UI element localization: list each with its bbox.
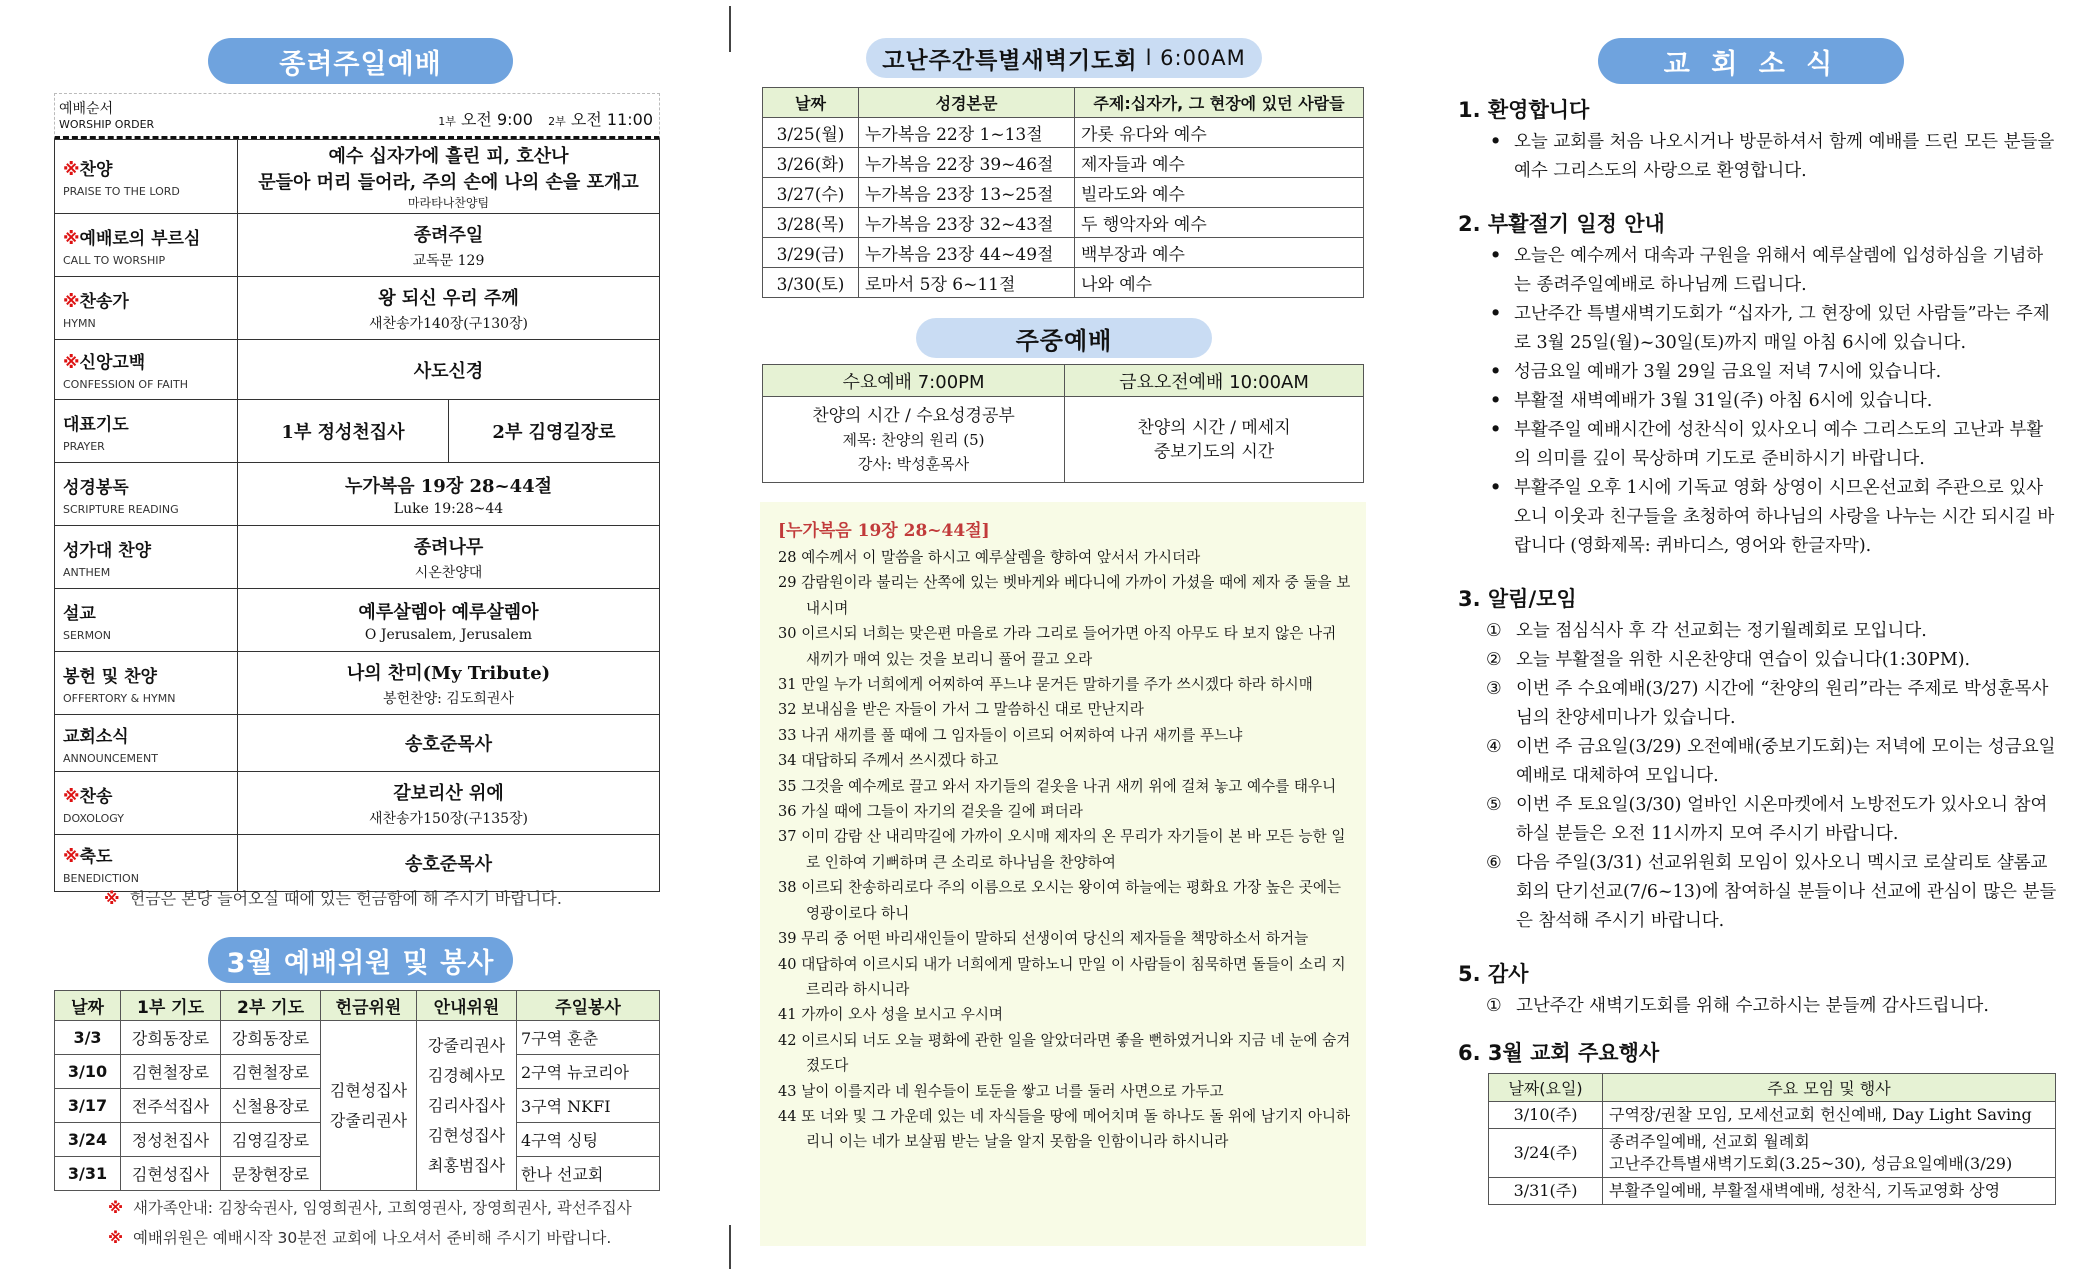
staff-row: 3/24 정성천집사 김영길장로 4구역 싱팅 bbox=[55, 1123, 660, 1157]
worship-row-hymn: ※찬송가 HYMN 왕 되신 우리 주께 새찬송가140장(구130장) bbox=[55, 277, 660, 340]
events-table bbox=[1488, 1073, 2056, 1205]
worship-title: 종려주일예배 bbox=[279, 48, 442, 80]
verse: 28 예수께서 이 말씀을 하시고 예루살렘을 향하여 앞서서 가시더라 bbox=[778, 549, 1201, 566]
midweek-title-badge bbox=[916, 318, 1212, 358]
midweek-title: 주중예배 bbox=[1015, 326, 1113, 355]
dawn-title: 고난주간특별새벽기도회 bbox=[882, 47, 1138, 74]
event-row: 3/24(주) 종려주일예배, 선교회 월례회 고난주간특별새벽기도회(3.25~30), 성금요일예배(3/29) bbox=[1489, 1129, 2056, 1178]
worship-row-scripture: 성경봉독 SCRIPTURE READING 누가복음 19장 28~44절 Luke 19:28~44 bbox=[55, 463, 660, 526]
verse: 41 가까이 오사 성을 보시고 우시며 bbox=[778, 1006, 1004, 1024]
verse: 34 대답하되 주께서 쓰시겠다 하고 bbox=[778, 752, 999, 770]
fold-line-top bbox=[729, 6, 731, 52]
church-news bbox=[1458, 94, 2058, 1205]
dawn-time: l 6:00AM bbox=[1145, 46, 1246, 70]
verse: 30 이르시되 너희는 맞은편 마을로 가라 그리로 들어가면 아직 아무도 타 보지 않은 나귀 새끼가 매여 있는 것을 보리니 풀어 끌고 오라 bbox=[778, 625, 1337, 668]
staff-title-badge bbox=[208, 937, 513, 983]
worship-row-benediction: ※축도 BENEDICTION 송호준목사 bbox=[55, 835, 660, 892]
worship-row-call: ※예배로의 부르심 CALL TO WORSHIP 종려주일 교독문 129 bbox=[55, 214, 660, 277]
dawn-row: 3/26(화) 누가복음 22장 39~46절 제자들과 예수 bbox=[763, 148, 1364, 178]
news-item: • 부활주일 오후 1시에 기독교 영화 상영이 시므온선교회 주관으로 있사오니 이웃과 친구들을 초청하여 하나님의 사랑을 나누는 시간 되시길 바랍니다 (영화제목: 퀴바디스, 영어와 한글자막). bbox=[1490, 478, 2055, 556]
worship-row-anthem: 성가대 찬양 ANTHEM 종려나무 시온찬양대 bbox=[55, 526, 660, 589]
verse: 37 이미 감람 산 내리막길에 가까이 오시매 제자의 온 무리가 자기들이 본 바 모든 능한 일로 인하여 기뻐하며 큰 소리로 하나님을 찬양하여 bbox=[778, 828, 1346, 871]
staff-row: 3/10 김현철장로 김현철장로 2구역 뉴코리아 bbox=[55, 1055, 660, 1089]
verse: 29 감람원이라 불리는 산쪽에 있는 벳바게와 베다니에 가까이 가셨을 때에 제자 중 둘을 보내시며 bbox=[778, 574, 1351, 617]
news-item: • 부활주일 예배시간에 성찬식이 있사오니 예수 그리스도의 고난과 부활의 의미를 깊이 묵상하며 기도로 준비하시기 바랍니다. bbox=[1490, 420, 2044, 469]
news-item: ④ 이번 주 금요일(3/29) 오전예배(중보기도회)는 저녁에 모이는 성금요일 예배로 대체하여 모입니다. bbox=[1486, 737, 2056, 786]
section-title: 6. 3월 교회 주요행사 bbox=[1458, 1041, 1660, 1065]
verse: 33 나귀 새끼를 풀 때에 그 임자들이 이르되 어찌하여 나귀 새끼를 푸느냐 bbox=[778, 726, 1243, 744]
news-item: • 오늘 교회를 처음 나오시거나 방문하셔서 함께 예배를 드린 모든 분들을 예수 그리스도의 사랑으로 환영합니다. bbox=[1490, 132, 2055, 181]
dawn-row: 3/30(토) 로마서 5장 6~11절 나와 예수 bbox=[763, 268, 1364, 298]
staff-row: 3/31 김현성집사 문창현장로 한나 선교회 bbox=[55, 1157, 660, 1191]
fri-service: 찬양의 시간 / 메세지 중보기도의 시간 bbox=[1065, 397, 1364, 483]
usher-staff: 강줄리권사 김경혜사모 김리사집사 김현성집사 최홍범집사 bbox=[417, 1021, 517, 1191]
dawn-title-badge bbox=[866, 38, 1262, 78]
worship-row-creed: ※신앙고백 CONFESSION OF FAITH 사도신경 bbox=[55, 340, 660, 400]
worship-row-doxology: ※찬송 DOXOLOGY 갈보리산 위에 새찬송가150장(구135장) bbox=[55, 772, 660, 835]
dawn-row: 3/25(월) 누가복음 22장 1~13절 가롯 유다와 예수 bbox=[763, 118, 1364, 148]
wed-service: 찬양의 시간 / 수요성경공부 제목: 찬양의 원리 (5) 강사: 박성훈목사 bbox=[763, 397, 1065, 483]
section-title: 5. 감사 bbox=[1458, 962, 1529, 986]
service-times: 1부 오전 9:00 2부 오전 11:00 bbox=[438, 110, 653, 129]
news-item: ③ 이번 주 수요예배(3/27) 시간에 “찬양의 원리”라는 주제로 박성훈목사님의 찬양세미나가 있습니다. bbox=[1486, 679, 2049, 728]
staff-row: 3/17 전주석집사 신철용장로 3구역 NKFI bbox=[55, 1089, 660, 1123]
worship-order-header bbox=[54, 93, 660, 139]
worship-row-prayer: 대표기도 PRAYER 1부 정성천집사 2부 김영길장로 bbox=[55, 400, 660, 463]
midweek-table bbox=[762, 364, 1364, 483]
staff-table bbox=[54, 990, 660, 1191]
news-item: • 성금요일 예배가 3월 29일 금요일 저녁 7시에 있습니다. bbox=[1490, 362, 1942, 382]
verse: 31 만일 누가 너희에게 어찌하여 푸느냐 묻거든 말하기를 주가 쓰시겠다 하라 하시매 bbox=[778, 676, 1313, 694]
scripture-passage bbox=[760, 502, 1366, 1246]
verse: 32 보내심을 받은 자들이 가서 그 말씀하신 대로 만난지라 bbox=[778, 701, 1144, 719]
verse: 40 대답하여 이르시되 내가 너희에게 말하노니 만일 이 사람들이 침묵하면 돌들이 소리 지르리라 하시니라 bbox=[778, 955, 1346, 998]
midweek-content-row bbox=[763, 397, 1364, 483]
midweek-header-row: 수요예배 7:00PM 금요오전예배 10:00AM bbox=[763, 365, 1364, 397]
event-row: 3/31(주) 부활주일예배, 부활절새벽예배, 성찬식, 기독교영화 상영 bbox=[1489, 1178, 2056, 1205]
news-item: ② 오늘 부활절을 위한 시온찬양대 연습이 있습니다(1:30PM). bbox=[1486, 650, 1971, 670]
verse: 36 가실 때에 그들이 자기의 겉옷을 길에 펴더라 bbox=[778, 803, 1083, 821]
staff-title: 3월 예배위원 및 봉사 bbox=[226, 947, 495, 979]
fold-line-bottom bbox=[729, 1225, 731, 1269]
verse: 35 그것을 예수께로 끌고 와서 자기들의 겉옷을 나귀 새끼 위에 걸쳐 놓고 예수를 태우니 bbox=[778, 777, 1337, 795]
worship-row-offertory: 봉헌 및 찬양 OFFERTORY & HYMN 나의 찬미(My Tribute) 봉헌찬양: 김도희권사 bbox=[55, 652, 660, 715]
news-item: ⑥ 다음 주일(3/31) 선교위원회 모임이 있사오니 멕시코 로살리토 샬롬교회의 단기선교(7/6~13)에 참여하실 분들이나 선교에 관심이 많은 분들은 참석해 주시기 바랍니다. bbox=[1486, 853, 2057, 931]
staff-note: ※ 예배위원은 예배시작 30분전 교회에 나오셔서 준비해 주시기 바랍니다. bbox=[108, 1229, 612, 1247]
worship-row-announcement: 교회소식 ANNOUNCEMENT 송호준목사 bbox=[55, 715, 660, 772]
news-title-badge bbox=[1598, 38, 1904, 84]
news-item: ① 오늘 점심식사 후 각 선교회는 정기월례회로 모입니다. bbox=[1486, 621, 1927, 641]
events-header-row: 날짜(요일) 주요 모임 및 행사 bbox=[1489, 1074, 2056, 1102]
dawn-row: 3/28(목) 누가복음 23장 32~43절 두 행악자와 예수 bbox=[763, 208, 1364, 238]
verse: 38 이르되 찬송하리로다 주의 이름으로 오시는 왕이여 하늘에는 평화요 가장 높은 곳에는 영광이로다 하니 bbox=[778, 879, 1342, 922]
dawn-header-row: 날짜 성경본문 주제:십자가, 그 현장에 있던 사람들 bbox=[763, 88, 1364, 118]
worship-row-praise: ※찬양 PRAISE TO THE LORD 예수 십자가에 흘린 피, 호산나 문들아 머리 들어라, 주의 손에 나의 손을 포개고 마라타나찬양팀 bbox=[55, 140, 660, 214]
staff-row: 3/3 강희동장로 강희동장로 김현성집사 강줄리권사 강줄리권사 김경혜사모 김리사집사 김현성집사 최홍범집사 7구역 훈춘 bbox=[55, 1021, 660, 1055]
dawn-row: 3/29(금) 누가복음 23장 44~49절 백부장과 예수 bbox=[763, 238, 1364, 268]
news-item: ⑤ 이번 주 토요일(3/30) 얼바인 시온마켓에서 노방전도가 있사오니 참여하실 분들은 오전 11시까지 모여 주시기 바랍니다. bbox=[1486, 795, 2048, 844]
offering-note: ※ 헌금은 본당 들어오실 때에 있는 헌금함에 해 주시기 바랍니다. bbox=[104, 889, 562, 908]
worship-order bbox=[54, 93, 660, 892]
news-item: • 고난주간 특별새벽기도회가 “십자가, 그 현장에 있던 사람들”라는 주제로 3월 25일(월)~30일(토)까지 매일 아침 6시에 있습니다. bbox=[1490, 304, 2050, 353]
newcomer-note: ※ 새가족안내: 김창숙권사, 임영희권사, 고희영권사, 장영희권사, 곽선주집사 bbox=[108, 1199, 632, 1217]
news-item: • 부활절 새벽예배가 3월 31일(주) 아침 6시에 있습니다. bbox=[1490, 391, 1933, 411]
dawn-row: 3/27(수) 누가복음 23장 13~25절 빌라도와 예수 bbox=[763, 178, 1364, 208]
worship-order-table bbox=[54, 139, 660, 892]
news-item: • 오늘은 예수께서 대속과 구원을 위해서 예루살렘에 입성하심을 기념하는 종려주일예배로 하나님께 드립니다. bbox=[1490, 246, 2044, 295]
news-title: 교 회 소 식 bbox=[1663, 48, 1839, 80]
event-row: 3/10(주) 구역장/권찰 모임, 모세선교회 헌신예배, Day Light Saving bbox=[1489, 1102, 2056, 1129]
worship-row-sermon: 설교 SERMON 예루살렘아 예루살렘아 O Jerusalem, Jerusalem bbox=[55, 589, 660, 652]
worship-title-badge bbox=[208, 38, 513, 84]
verse: 44 또 너와 및 그 가운데 있는 네 자식들을 땅에 메어치며 돌 하나도 돌 위에 남기지 아니하리니 이는 네가 보살핌 받는 날을 알지 못함을 인함이니라 하시니라 bbox=[778, 1107, 1351, 1151]
dawn-table bbox=[762, 87, 1364, 298]
section-title: 1. 환영합니다 bbox=[1458, 98, 1590, 122]
verse: 42 이르시되 너도 오늘 평화에 관한 일을 알았더라면 좋을 뻔하였거니와 지금 네 눈에 숨겨졌도다 bbox=[778, 1031, 1351, 1075]
section-title: 2. 부활절기 일정 안내 bbox=[1458, 212, 1665, 236]
section-title: 3. 알림/모임 bbox=[1458, 587, 1577, 611]
news-item: ① 고난주간 새벽기도회를 위해 수고하시는 분들께 감사드립니다. bbox=[1486, 996, 1989, 1016]
staff-header-row: 날짜 1부 기도 2부 기도 헌금위원 안내위원 주일봉사 bbox=[55, 991, 660, 1021]
offering-staff: 김현성집사 강줄리권사 bbox=[321, 1021, 417, 1191]
verse: 43 날이 이를지라 네 원수들이 토둔을 쌓고 너를 둘러 사면으로 가두고 bbox=[778, 1082, 1224, 1100]
order-label-en: WORSHIP ORDER bbox=[59, 118, 155, 131]
verse: 39 무리 중 어떤 바리새인들이 말하되 선생이여 당신의 제자들을 책망하소서 하거늘 bbox=[778, 930, 1309, 948]
order-label-ko: 예배순서 bbox=[59, 101, 114, 117]
scripture-reference: [누가복음 19장 28~44절] bbox=[778, 521, 990, 541]
